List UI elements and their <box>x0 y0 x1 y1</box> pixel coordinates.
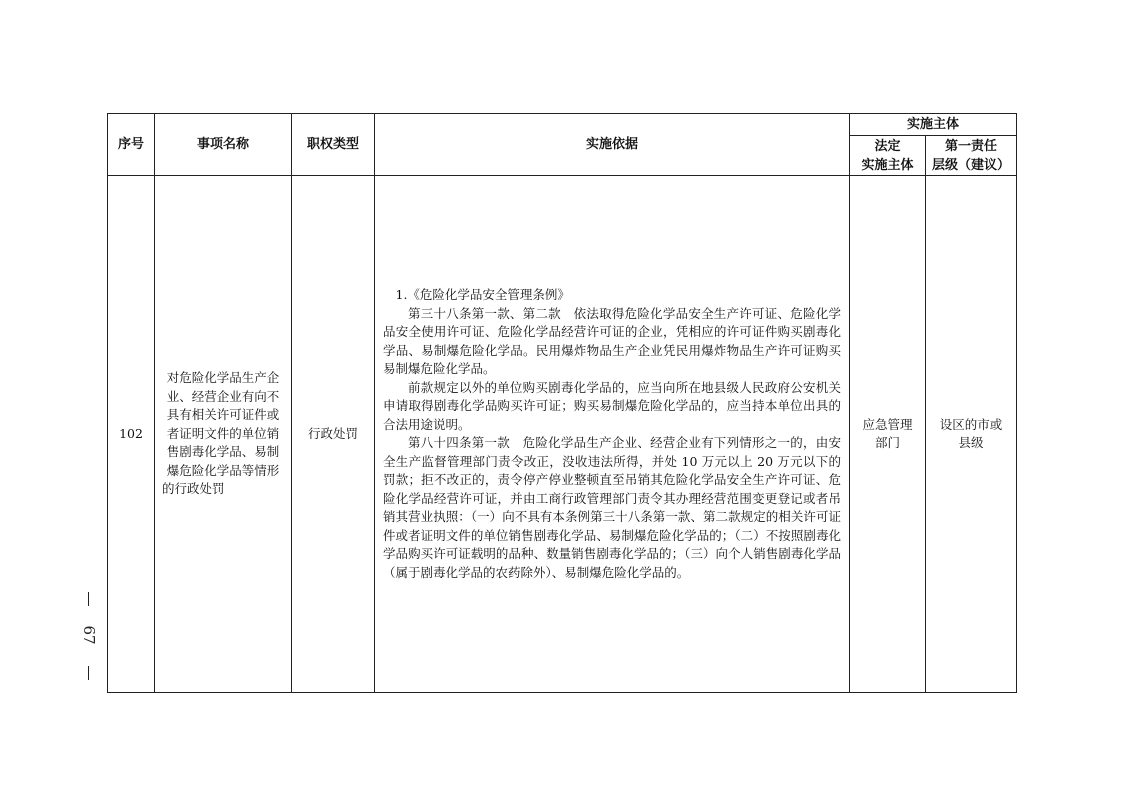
header-basis: 实施依据 <box>375 114 850 176</box>
table-row <box>108 176 1017 693</box>
header-seq: 序号 <box>108 114 155 176</box>
basis-paragraph: 第三十八条第一款、第二款 依法取得危险化学品安全生产许可证、危险化学品安全使用许可证、危险化学品经营许可证的企业，凭相应的许可证件购买剧毒化学品、易制爆危险化学品。民用爆炸物品生产企业凭民用爆炸物品生产许可证购买易制爆危险化学品。 <box>383 305 841 376</box>
page-number-dash-bottom <box>88 666 89 680</box>
header-subject: 实施主体 <box>850 114 1017 136</box>
cell-first-level: 设区的市或县级 <box>926 176 1017 693</box>
basis-paragraph: 前款规定以外的单位购买剧毒化学品的，应当向所在地县级人民政府公安机关申请取得剧毒化学品购买许可证；购买易制爆危险化学品的，应当持本单位出具的合法用途说明。 <box>383 379 841 432</box>
cell-basis <box>375 176 850 693</box>
header-legal-subject: 法定 实施主体 <box>850 136 926 176</box>
basis-paragraph: 1.《危险化学品安全管理条例》 <box>395 287 570 302</box>
cell-power-type: 行政处罚 <box>292 176 375 693</box>
basis-paragraph: 第八十四条第一款 危险化学品生产企业、经营企业有下列情形之一的，由安全生产监督管理部门责令改正，没收违法所得，并处 10 万元以上 20 万元以下的罚款；拒不改正的，责令停产停业整顿直至吊销其危险化学品安全生产许可证、危险化学品经营许可证，并由工商行政管理部门责令其办理经营范围变更登记或者吊销其营业执照：（一）向不具有本条例第三十八条第一款、第二款规定的相关许可证件或者证明文件的单位销售剧毒化学品、易制爆危险化学品的；（二）不按照剧毒化学品购买许可证载明的品种、数量销售剧毒化学品的；（三）向个人销售剧毒化学品（属于剧毒化学品的农药除外）、易制爆危险化学品的。 <box>383 435 841 580</box>
cell-legal-subject: 应急管理部门 <box>850 176 926 693</box>
page-number <box>66 592 114 682</box>
page-number-value: 67 <box>80 625 98 645</box>
cell-seq: 102 <box>108 176 155 693</box>
page-number-dash-top <box>88 592 89 606</box>
header-power-type: 职权类型 <box>292 114 375 176</box>
enforcement-table <box>107 113 1017 693</box>
header-item-name: 事项名称 <box>155 114 292 176</box>
header-first-level: 第一责任 层级（建议） <box>926 136 1017 176</box>
cell-item-name: 对危险化学品生产企业、经营企业有向不具有相关许可证件或者证明文件的单位销售剧毒化学品、易制爆危险化学品等情形的行政处罚 <box>155 176 292 693</box>
